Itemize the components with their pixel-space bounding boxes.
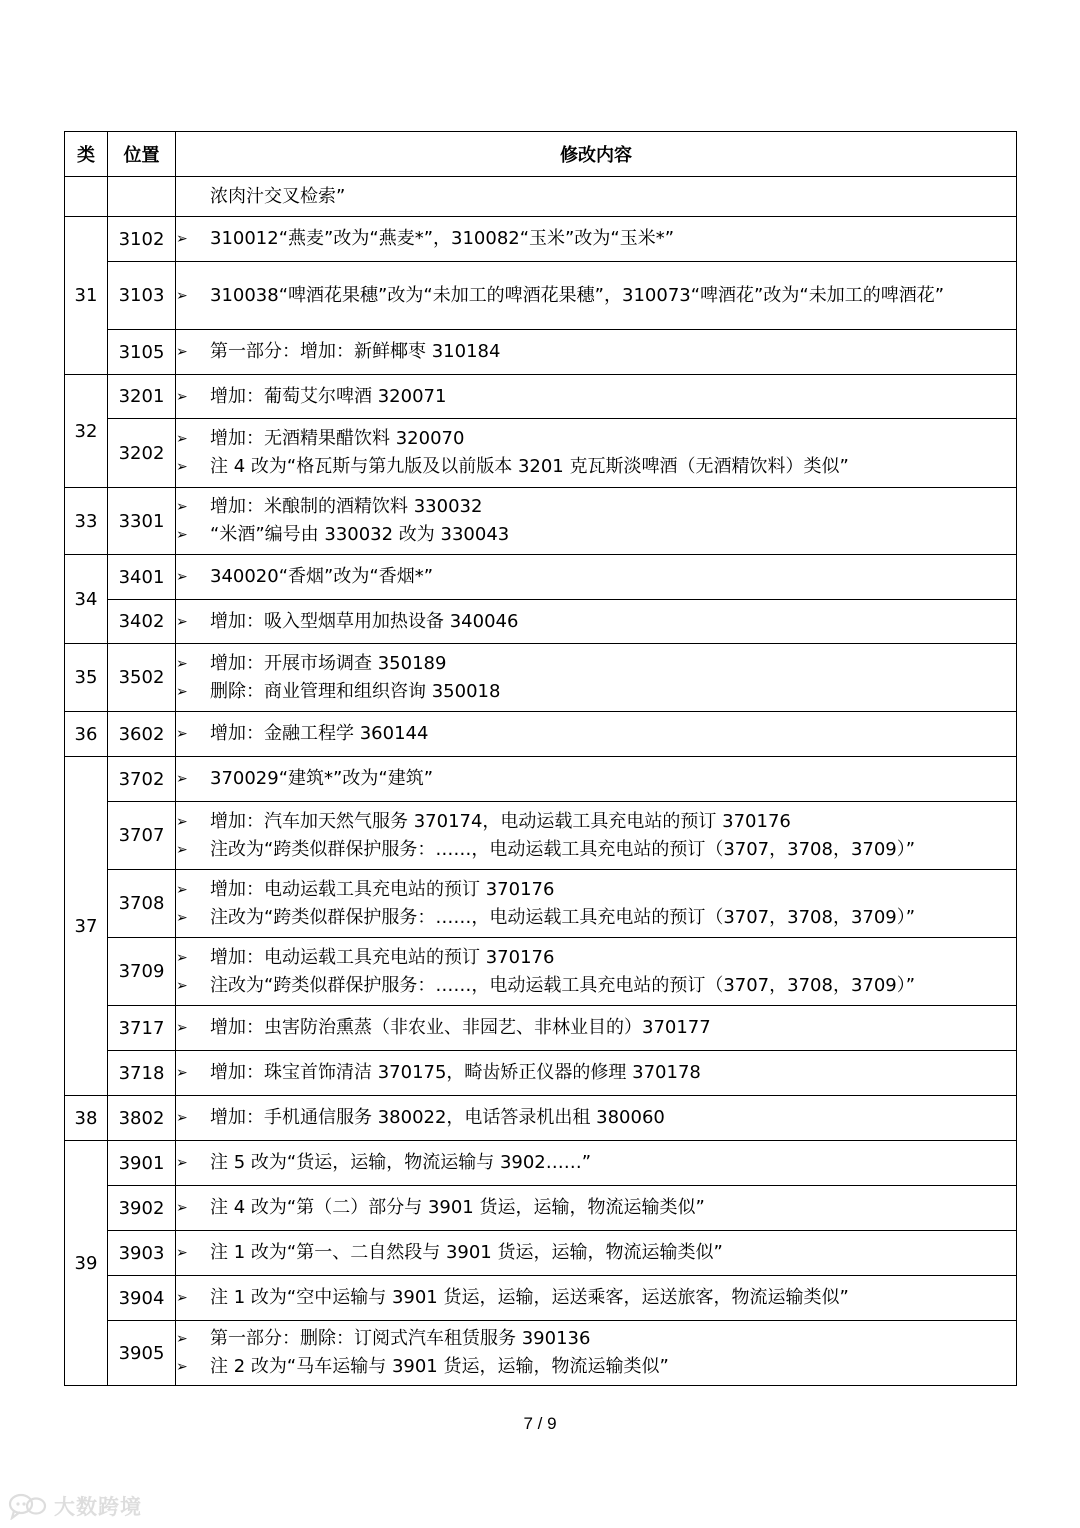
category-cell: 35 — [65, 644, 108, 712]
content-cell — [176, 600, 1017, 644]
position-cell: 3602 — [108, 712, 176, 757]
item-text: “米酒”编号由 330032 改为 330043 — [210, 524, 510, 545]
arrow-bullet-icon: ➢ — [176, 771, 188, 787]
table-row — [65, 419, 1017, 488]
category-cell: 36 — [65, 712, 108, 757]
position-cell: 3901 — [108, 1141, 176, 1186]
table-row — [65, 375, 1017, 419]
content-cell — [176, 375, 1017, 419]
table-row — [65, 600, 1017, 644]
arrow-bullet-icon: ➢ — [176, 613, 188, 630]
position-cell: 3201 — [108, 375, 176, 419]
modification-table — [64, 131, 1017, 1386]
list-item — [176, 876, 1016, 904]
arrow-bullet-icon: ➢ — [176, 683, 188, 700]
item-text: 增加：吸入型烟草用加热设备 340046 — [210, 610, 519, 632]
table-row — [65, 1141, 1017, 1186]
category-cell: 31 — [65, 217, 108, 375]
item-text: 增加：开展市场调查 350189 — [210, 652, 447, 674]
list-item — [176, 563, 1016, 591]
arrow-bullet-icon: ➢ — [176, 569, 188, 585]
table-row — [65, 1096, 1017, 1141]
table-row — [65, 488, 1017, 555]
content-cell — [176, 938, 1017, 1006]
position-cell: 3718 — [108, 1051, 176, 1096]
content-cell — [176, 217, 1017, 262]
list-item — [176, 720, 1016, 748]
position-cell: 3301 — [108, 488, 176, 555]
table-body — [65, 177, 1017, 1386]
content-cell — [176, 644, 1017, 712]
position-cell: 3717 — [108, 1006, 176, 1051]
arrow-bullet-icon: ➢ — [176, 949, 188, 966]
item-text: 注 4 改为“格瓦斯与第九版及以前版本 3201 克瓦斯淡啤酒（无酒精饮料）类似” — [210, 456, 849, 477]
list-item — [176, 425, 1016, 453]
item-text: 370029“建筑*”改为“建筑” — [210, 768, 434, 789]
list-item — [176, 1239, 1016, 1267]
table-row — [65, 644, 1017, 712]
list-item — [176, 493, 1016, 521]
list-item — [176, 678, 1016, 706]
position-cell: 3707 — [108, 802, 176, 870]
content-cell — [176, 1186, 1017, 1231]
content-cell — [176, 1141, 1017, 1186]
content-cell — [176, 757, 1017, 802]
list-item — [176, 1149, 1016, 1177]
category-cell: 37 — [65, 757, 108, 1096]
table-row — [65, 217, 1017, 262]
arrow-bullet-icon: ➢ — [176, 1359, 188, 1375]
list-item — [176, 338, 1016, 366]
table-row — [65, 262, 1017, 330]
content-cell — [176, 1276, 1017, 1321]
content-cell — [176, 555, 1017, 600]
arrow-bullet-icon: ➢ — [176, 499, 188, 515]
position-cell: 3202 — [108, 419, 176, 488]
list-item — [176, 1104, 1016, 1132]
list-item — [176, 1014, 1016, 1042]
list-item — [176, 225, 1016, 253]
arrow-bullet-icon: ➢ — [176, 1200, 188, 1216]
arrow-bullet-icon: ➢ — [176, 344, 188, 360]
table-header-row — [65, 132, 1017, 177]
list-item — [176, 1284, 1016, 1312]
item-text: 增加：金融工程学 360144 — [210, 723, 429, 744]
arrow-bullet-icon: ➢ — [176, 977, 188, 994]
position-cell: 3905 — [108, 1321, 176, 1386]
position-cell: 3401 — [108, 555, 176, 600]
position-cell: 3502 — [108, 644, 176, 712]
page-number: 7 / 9 — [523, 1414, 557, 1433]
arrow-bullet-icon: ➢ — [176, 655, 188, 672]
item-text: 注 1 改为“第一、二自然段与 3901 货运，运输，物流运输类似” — [210, 1242, 723, 1263]
position-cell: 3709 — [108, 938, 176, 1006]
table-row — [65, 938, 1017, 1006]
list-item — [176, 972, 1016, 1000]
table-row — [65, 712, 1017, 757]
category-cell: 32 — [65, 375, 108, 488]
content-cell — [176, 1231, 1017, 1276]
table-row — [65, 870, 1017, 938]
table-row — [65, 1006, 1017, 1051]
item-text: 310038“啤酒花果穗”改为“未加工的啤酒花果穗”，310073“啤酒花”改为“未加工的啤酒花” — [210, 284, 945, 306]
item-text: 注 2 改为“马车运输与 3901 货运，运输，物流运输类似” — [210, 1356, 669, 1377]
arrow-bullet-icon: ➢ — [176, 813, 188, 830]
item-text: 注 4 改为“第（二）部分与 3901 货运，运输，物流运输类似” — [210, 1197, 705, 1218]
arrow-bullet-icon: ➢ — [176, 459, 188, 475]
arrow-bullet-icon: ➢ — [176, 1020, 188, 1036]
arrow-bullet-icon: ➢ — [176, 1065, 188, 1081]
arrow-bullet-icon: ➢ — [176, 1155, 188, 1171]
list-item — [176, 1059, 1016, 1087]
position-cell: 3903 — [108, 1231, 176, 1276]
arrow-bullet-icon: ➢ — [176, 841, 188, 858]
list-item — [176, 944, 1016, 972]
watermark — [8, 1490, 142, 1522]
arrow-bullet-icon: ➢ — [176, 1290, 188, 1306]
content-cell — [176, 1006, 1017, 1051]
item-text: 注改为“跨类似群保护服务：……，电动运载工具充电站的预订（3707，3708，3709）” — [210, 906, 916, 928]
item-text: 增加：珠宝首饰清洁 370175，畸齿矫正仪器的修理 370178 — [210, 1062, 701, 1083]
arrow-bullet-icon: ➢ — [176, 231, 188, 247]
continuation-text: 浓肉汁交叉检索” — [210, 185, 346, 207]
table-row — [65, 1231, 1017, 1276]
arrow-bullet-icon: ➢ — [176, 287, 188, 304]
arrow-bullet-icon: ➢ — [176, 1245, 188, 1261]
table-row — [65, 757, 1017, 802]
arrow-bullet-icon: ➢ — [176, 527, 188, 543]
table-row — [65, 1276, 1017, 1321]
content-cell — [176, 419, 1017, 488]
content-cell — [176, 1096, 1017, 1141]
position-cell: 3103 — [108, 262, 176, 330]
position-cell — [108, 177, 176, 217]
content-cell — [176, 802, 1017, 870]
category-cell: 33 — [65, 488, 108, 555]
list-item — [176, 808, 1016, 836]
arrow-bullet-icon: ➢ — [176, 1331, 188, 1347]
content-cell — [176, 870, 1017, 938]
item-text: 增加：米酿制的酒精饮料 330032 — [210, 496, 483, 517]
item-text: 注 1 改为“空中运输与 3901 货运，运输，运送乘客，运送旅客，物流运输类似” — [210, 1287, 849, 1308]
list-item — [176, 608, 1016, 636]
item-text: 增加：葡萄艾尔啤酒 320071 — [210, 385, 447, 407]
content-cell — [176, 177, 1017, 217]
list-item — [176, 282, 1016, 310]
list-item — [176, 1194, 1016, 1222]
position-cell: 3902 — [108, 1186, 176, 1231]
list-item — [176, 383, 1016, 411]
position-cell: 3702 — [108, 757, 176, 802]
list-item — [176, 1325, 1016, 1353]
arrow-bullet-icon: ➢ — [176, 431, 188, 447]
content-cell — [176, 1051, 1017, 1096]
table-row — [65, 1051, 1017, 1096]
list-item — [176, 453, 1016, 481]
item-text: 第一部分：删除：订阅式汽车租赁服务 390136 — [210, 1328, 591, 1349]
content-cell — [176, 1321, 1017, 1386]
header-content: 修改内容 — [176, 132, 1017, 177]
item-text: 增加：汽车加天然气服务 370174，电动运载工具充电站的预订 370176 — [210, 810, 791, 832]
category-cell — [65, 177, 108, 217]
table-row — [65, 802, 1017, 870]
item-text: 增加：电动运载工具充电站的预订 370176 — [210, 946, 555, 968]
position-cell: 3102 — [108, 217, 176, 262]
arrow-bullet-icon: ➢ — [176, 881, 188, 898]
category-cell: 39 — [65, 1141, 108, 1386]
table-row — [65, 330, 1017, 375]
item-text: 增加：无酒精果醋饮料 320070 — [210, 428, 465, 449]
table-row — [65, 177, 1017, 217]
position-cell: 3105 — [108, 330, 176, 375]
item-text: 注改为“跨类似群保护服务：……，电动运载工具充电站的预订（3707，3708，3709）” — [210, 974, 916, 996]
content-cell — [176, 712, 1017, 757]
header-category: 类 — [65, 132, 108, 177]
item-text: 删除：商业管理和组织咨询 350018 — [210, 680, 501, 702]
item-text: 340020“香烟”改为“香烟*” — [210, 566, 434, 587]
table-row — [65, 555, 1017, 600]
header-position: 位置 — [108, 132, 176, 177]
arrow-bullet-icon: ➢ — [176, 1110, 188, 1126]
content-cell — [176, 488, 1017, 555]
position-cell: 3904 — [108, 1276, 176, 1321]
position-cell: 3402 — [108, 600, 176, 644]
list-item — [176, 521, 1016, 549]
item-text: 增加：虫害防治熏蒸（非农业、非园艺、非林业目的）370177 — [210, 1017, 711, 1038]
chat-bubbles-icon — [8, 1492, 48, 1520]
content-cell — [176, 330, 1017, 375]
table-row — [65, 1186, 1017, 1231]
arrow-bullet-icon: ➢ — [176, 388, 188, 405]
watermark-text: 大数跨境 — [54, 1495, 142, 1519]
table-row — [65, 1321, 1017, 1386]
list-item — [176, 1353, 1016, 1381]
item-text: 第一部分：增加：新鲜椰枣 310184 — [210, 341, 501, 362]
item-text: 增加：手机通信服务 380022，电话答录机出租 380060 — [210, 1107, 665, 1128]
category-cell: 34 — [65, 555, 108, 644]
item-text: 增加：电动运载工具充电站的预订 370176 — [210, 878, 555, 900]
category-cell: 38 — [65, 1096, 108, 1141]
list-item — [176, 836, 1016, 864]
list-item — [176, 765, 1016, 793]
list-item — [176, 650, 1016, 678]
position-cell: 3802 — [108, 1096, 176, 1141]
list-item — [176, 904, 1016, 932]
item-text: 注 5 改为“货运，运输，物流运输与 3902……” — [210, 1152, 592, 1173]
item-text: 注改为“跨类似群保护服务：……，电动运载工具充电站的预订（3707，3708，3709）” — [210, 838, 916, 860]
position-cell: 3708 — [108, 870, 176, 938]
arrow-bullet-icon: ➢ — [176, 909, 188, 926]
item-text: 310012“燕麦”改为“燕麦*”，310082“玉米”改为“玉米*” — [210, 228, 675, 249]
content-cell — [176, 262, 1017, 330]
arrow-bullet-icon: ➢ — [176, 726, 188, 742]
